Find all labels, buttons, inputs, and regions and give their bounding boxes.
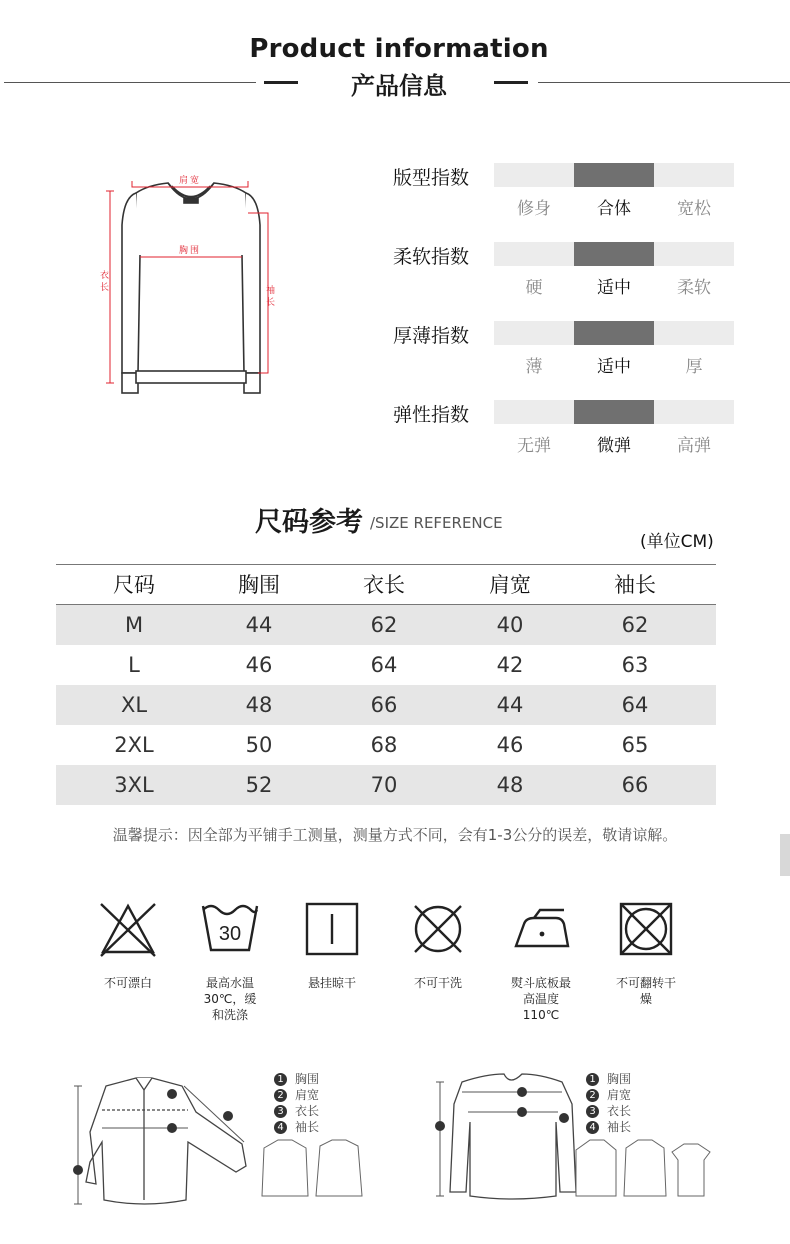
- legend-number: 1: [274, 1073, 287, 1086]
- legend-number: 2: [586, 1089, 599, 1102]
- table-cell: 44: [496, 693, 524, 717]
- index-bar-segment: [494, 400, 574, 424]
- table-cell: 42: [496, 653, 524, 677]
- table-cell: 66: [370, 693, 398, 717]
- legend-number: 1: [586, 1073, 599, 1086]
- index-option: 微弹: [597, 436, 631, 456]
- legend-label: 胸围: [295, 1072, 320, 1086]
- table-cell: 65: [621, 733, 649, 757]
- no-bleach-icon: [97, 898, 159, 960]
- index-option: 宽松: [677, 199, 711, 219]
- table-header-cell: 尺码: [113, 573, 155, 597]
- legend-number: 3: [274, 1105, 287, 1118]
- table-cell: M: [124, 613, 144, 637]
- table-cell: L: [128, 653, 140, 677]
- legend-item: [274, 1087, 319, 1103]
- table-cell: 62: [370, 613, 398, 637]
- table-cell: 40: [496, 613, 524, 637]
- table-cell: 50: [245, 733, 273, 757]
- index-option: 厚: [685, 357, 703, 377]
- table-header-cell: 衣长: [363, 573, 405, 597]
- table-cell: 68: [370, 733, 398, 757]
- index-bar-segment: [574, 321, 654, 345]
- index-label: 柔软指数: [393, 246, 470, 268]
- legend-item: [586, 1087, 631, 1103]
- title-cn: 产品信息: [351, 72, 447, 100]
- index-option: 适中: [597, 357, 631, 377]
- table-cell: 62: [621, 613, 649, 637]
- table-cell: 44: [245, 613, 273, 637]
- index-option: 高弹: [677, 436, 711, 456]
- index-bar-segment: [494, 242, 574, 266]
- index-option: 合体: [597, 199, 631, 219]
- sweater-label-chest: 胸围: [179, 246, 202, 256]
- header-rule-right: [538, 82, 790, 83]
- sweater-measure-guide: [432, 1072, 582, 1204]
- iron-110-icon: [510, 898, 572, 960]
- table-cell: 46: [496, 733, 524, 757]
- index-bar-segment: [574, 242, 654, 266]
- index-bar-segment: [494, 163, 574, 187]
- small-garments-left: [258, 1136, 368, 1206]
- table-cell: 64: [370, 653, 398, 677]
- title-en: Product information: [249, 34, 549, 64]
- table-cell: 66: [621, 773, 649, 797]
- index-bar-segment: [654, 242, 734, 266]
- header-accent-right: [494, 81, 528, 84]
- size-unit: (单位CM): [640, 532, 714, 552]
- sweater-label-sleeve: 袖长: [266, 286, 276, 308]
- legend-item: [586, 1071, 631, 1087]
- sweater-label-body-length: 衣长: [100, 271, 110, 293]
- measurement-note: 温馨提示：因全部为平铺手工测量，测量方式不同，会有1-3公分的误差，敬请谅解。: [112, 826, 678, 844]
- legend-label: 肩宽: [295, 1088, 320, 1102]
- index-option: 修身: [517, 199, 551, 219]
- table-cell: 63: [621, 653, 649, 677]
- legend-item: [274, 1103, 319, 1119]
- svg-text:30: 30: [218, 923, 242, 945]
- legend-label: 袖长: [295, 1120, 320, 1134]
- hang-dry-icon: [301, 898, 363, 960]
- sweater-label-shoulder: 肩宽: [179, 176, 202, 186]
- table-header-cell: 胸围: [238, 573, 280, 597]
- wash-30-icon: [199, 898, 261, 960]
- index-option: 薄: [525, 357, 543, 377]
- table-cell: 48: [245, 693, 273, 717]
- legend-number: 4: [586, 1121, 599, 1134]
- table-row: [56, 605, 716, 645]
- legend-item: [586, 1103, 631, 1119]
- table-row: [56, 765, 716, 805]
- side-scroll-tab[interactable]: [780, 834, 790, 876]
- care-label: 悬挂晾干: [307, 976, 356, 990]
- index-bar-segment: [654, 400, 734, 424]
- legend-number: 3: [586, 1105, 599, 1118]
- legend-label: 肩宽: [607, 1088, 632, 1102]
- legend-label: 胸围: [607, 1072, 632, 1086]
- index-option: 硬: [525, 278, 543, 298]
- care-label: 不可漂白: [103, 976, 152, 990]
- table-header-cell: 肩宽: [489, 573, 531, 597]
- size-subtitle: /SIZE REFERENCE: [370, 514, 503, 532]
- index-option: 柔软: [677, 278, 711, 298]
- index-label: 厚薄指数: [393, 325, 470, 347]
- index-label: 弹性指数: [393, 404, 470, 426]
- legend-label: 衣长: [607, 1104, 632, 1118]
- index-bar-segment: [654, 321, 734, 345]
- index-label: 版型指数: [393, 167, 470, 189]
- table-header-cell: 袖长: [614, 573, 656, 597]
- no-tumble-dry-icon: [615, 898, 677, 960]
- legend-number: 4: [274, 1121, 287, 1134]
- small-garments-right: [572, 1136, 714, 1206]
- table-cell: XL: [120, 693, 148, 717]
- care-label: 不可翻转干 燥: [615, 976, 676, 1006]
- care-label: 熨斗底板最 高温度 110℃: [510, 976, 571, 1022]
- table-cell: 70: [370, 773, 398, 797]
- table-cell: 64: [621, 693, 649, 717]
- table-header-row: [56, 565, 716, 605]
- legend-item: [586, 1119, 631, 1135]
- table-row: [56, 645, 716, 685]
- index-option: 适中: [597, 278, 631, 298]
- legend-label: 衣长: [295, 1104, 320, 1118]
- legend-item: [274, 1119, 319, 1135]
- care-label: 最高水温 30℃，缓 和洗涤: [203, 976, 257, 1022]
- index-option: 无弹: [517, 436, 551, 456]
- index-bar-segment: [654, 163, 734, 187]
- no-dry-clean-icon: [407, 898, 469, 960]
- table-cell: 52: [245, 773, 273, 797]
- table-cell: 3XL: [114, 773, 154, 797]
- shirt-measure-diagram: [66, 1072, 270, 1212]
- index-bar-segment: [574, 400, 654, 424]
- legend-item: [274, 1071, 319, 1087]
- legend-number: 2: [274, 1089, 287, 1102]
- table-cell: 2XL: [114, 733, 154, 757]
- table-row: [56, 725, 716, 765]
- index-bar-segment: [494, 321, 574, 345]
- table-row: [56, 685, 716, 725]
- index-bar-segment: [574, 163, 654, 187]
- size-title: 尺码参考: [255, 507, 363, 538]
- table-cell: 48: [496, 773, 524, 797]
- care-label: 不可干洗: [413, 976, 462, 990]
- table-cell: 46: [245, 653, 273, 677]
- sweater-measure-diagram: [96, 165, 286, 405]
- legend-label: 袖长: [607, 1120, 632, 1134]
